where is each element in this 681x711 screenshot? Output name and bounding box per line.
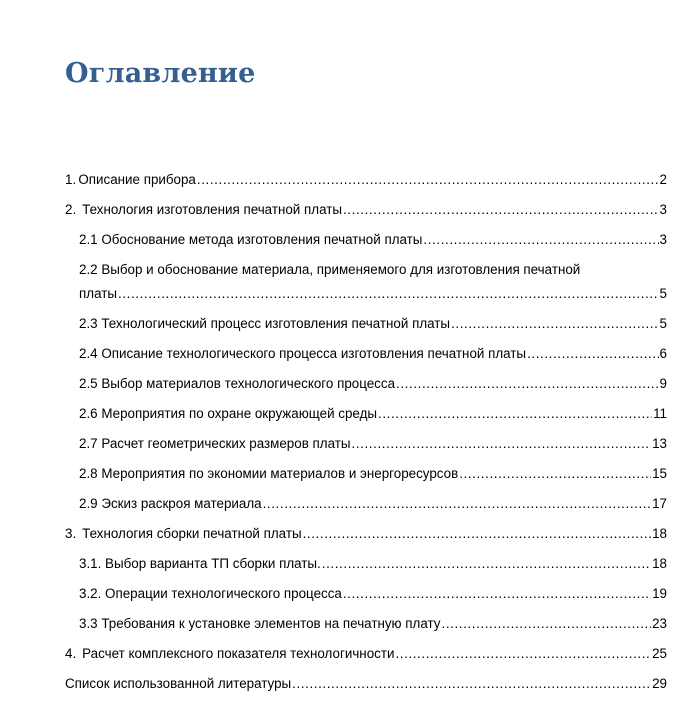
toc-entry-page: 5 bbox=[659, 316, 667, 331]
toc-entry[interactable] bbox=[0, 342, 681, 366]
toc-entry-number: 4. bbox=[65, 642, 82, 666]
toc-leader-dots bbox=[352, 432, 652, 456]
toc-leader-dots bbox=[395, 642, 651, 666]
toc-leader-dots bbox=[292, 672, 651, 696]
toc-entry-text: Технология изготовления печатной платы bbox=[82, 198, 342, 222]
toc-entry-page: 5 bbox=[659, 286, 667, 301]
toc-entry-page: 29 bbox=[652, 676, 667, 691]
toc-entry-text: 2.7 Расчет геометрических размеров платы bbox=[79, 432, 351, 456]
toc-entry-page: 18 bbox=[652, 526, 667, 541]
toc-entry-page: 3 bbox=[659, 232, 667, 247]
toc-entry-page: 25 bbox=[652, 646, 667, 661]
toc-leader-dots bbox=[343, 198, 659, 222]
toc-entry-text: Расчет комплексного показателя технологичности bbox=[82, 642, 394, 666]
toc-leader-dots bbox=[118, 282, 659, 306]
toc-entry-text: 2.6 Мероприятия по охране окружающей среды bbox=[79, 402, 377, 426]
toc-entry-page: 6 bbox=[659, 346, 667, 361]
toc-entry-text: 2.5 Выбор материалов технологического процесса bbox=[79, 372, 395, 396]
toc-heading: Оглавление bbox=[65, 58, 256, 89]
toc-entry[interactable] bbox=[0, 612, 681, 636]
toc-entry-page: 9 bbox=[659, 376, 667, 391]
toc-entry-number: 2. bbox=[65, 198, 82, 222]
toc-entry[interactable] bbox=[0, 672, 681, 696]
toc-entry-page: 13 bbox=[652, 436, 667, 451]
toc-entry-text-continued: платы bbox=[79, 282, 117, 306]
toc-leader-dots bbox=[263, 492, 652, 516]
toc-entry[interactable] bbox=[0, 552, 681, 576]
toc-list bbox=[0, 168, 681, 702]
toc-entry[interactable] bbox=[0, 312, 681, 336]
toc-entry-text: Описание прибора bbox=[78, 168, 196, 192]
toc-entry[interactable] bbox=[0, 582, 681, 606]
toc-entry-page: 23 bbox=[652, 616, 667, 631]
toc-entry[interactable] bbox=[0, 198, 681, 222]
toc-entry-text: 2.4 Описание технологического процесса изготовления печатной платы bbox=[79, 342, 526, 366]
toc-entry-text: 2.2 Выбор и обоснование материала, применяемого для изготовления печатной bbox=[79, 258, 580, 282]
toc-leader-dots bbox=[378, 402, 652, 426]
toc-entry[interactable] bbox=[0, 372, 681, 396]
toc-entry[interactable] bbox=[0, 432, 681, 456]
toc-entry-text: 2.9 Эскиз раскроя материала bbox=[79, 492, 262, 516]
toc-leader-dots bbox=[322, 552, 651, 576]
toc-leader-dots bbox=[459, 462, 651, 486]
toc-entry-text: 2.1 Обоснование метода изготовления печатной платы bbox=[79, 228, 422, 252]
toc-leader-dots bbox=[527, 342, 658, 366]
toc-entry-text: 2.3 Технологический процесс изготовления печатной платы bbox=[79, 312, 450, 336]
toc-entry-text: 3.2. Операции технологического процесса bbox=[79, 582, 342, 606]
toc-entry-page: 19 bbox=[652, 586, 667, 601]
toc-leader-dots bbox=[396, 372, 659, 396]
toc-entry[interactable] bbox=[0, 642, 681, 666]
toc-entry-page: 17 bbox=[652, 496, 667, 511]
toc-leader-dots bbox=[442, 612, 652, 636]
toc-entry[interactable] bbox=[0, 492, 681, 516]
toc-entry[interactable] bbox=[0, 228, 681, 252]
toc-leader-dots bbox=[343, 582, 651, 606]
toc-entry[interactable] bbox=[0, 402, 681, 426]
toc-leader-dots bbox=[197, 168, 659, 192]
toc-entry[interactable] bbox=[0, 168, 681, 192]
toc-entry-text: Список использованной литературы bbox=[65, 672, 291, 696]
toc-entry-page: 18 bbox=[652, 556, 667, 571]
toc-entry-page: 2 bbox=[659, 172, 667, 187]
toc-entry-page: 3 bbox=[659, 202, 667, 217]
toc-entry-number: 1. bbox=[65, 168, 78, 192]
toc-leader-dots bbox=[303, 522, 652, 546]
toc-leader-dots bbox=[423, 228, 658, 252]
toc-entry[interactable] bbox=[0, 258, 681, 306]
toc-entry-number: 3. bbox=[65, 522, 82, 546]
toc-entry-page: 11 bbox=[653, 406, 667, 421]
toc-entry-text: 3.3 Требования к установке элементов на печатную плату bbox=[79, 612, 441, 636]
toc-entry-page: 15 bbox=[652, 466, 667, 481]
toc-leader-dots bbox=[451, 312, 658, 336]
toc-entry[interactable] bbox=[0, 522, 681, 546]
toc-entry-text: 3.1. Выбор варианта ТП сборки платы. bbox=[79, 552, 321, 576]
toc-entry-text: Технология сборки печатной платы bbox=[82, 522, 301, 546]
toc-entry[interactable] bbox=[0, 462, 681, 486]
toc-entry-text: 2.8 Мероприятия по экономии материалов и энергоресурсов bbox=[79, 462, 458, 486]
